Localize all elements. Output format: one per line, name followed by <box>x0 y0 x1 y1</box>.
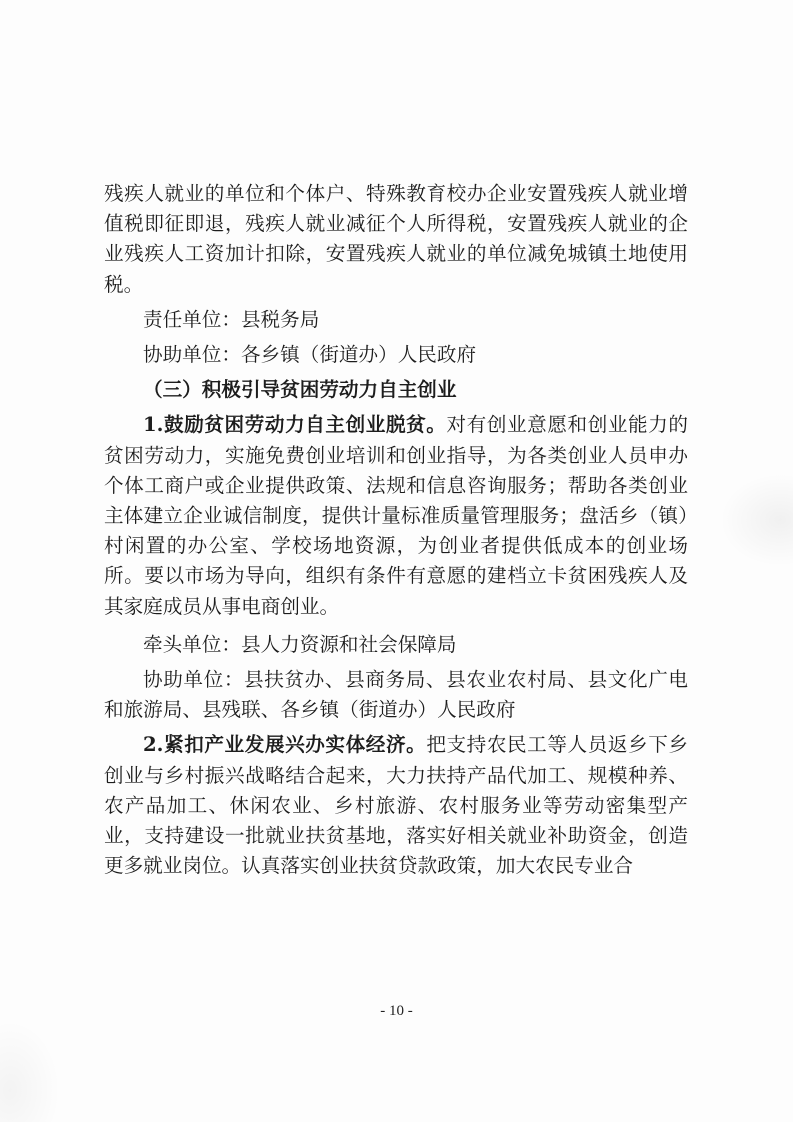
page-number: - 10 - <box>380 1003 413 1019</box>
item-2-text: 把支持农民工等人员返乡下乡创业与乡村振兴战略结合起来，大力扶持产品代加工、规模种养、农产品加工、休闲农业、乡村旅游、农村服务业等劳动密集型产业，支持建设一批就业扶贫基地，落实好相关就业补助资金，创造更多就业岗位。认真落实创业扶贫贷款政策，加大农民专业合 <box>104 733 688 878</box>
item-2-paragraph <box>104 730 688 881</box>
assist-units: 协助单位：县扶贫办、县商务局、县农业农村局、县文化广电和旅游局、县残联、各乡镇（街道办）人民政府 <box>104 668 688 722</box>
document-body <box>104 179 688 881</box>
section-heading: （三）积极引导贫困劳动力自主创业 <box>143 378 457 402</box>
item-1-paragraph <box>104 410 688 621</box>
paragraph-tax-policies: 残疾人就业的单位和个体户、特殊教育校办企业安置残疾人就业增值税即征即退，残疾人就业减征个人所得税，安置残疾人就业的企业残疾人工资加计扣除，安置残疾人就业的单位减免城镇土地使用税。 <box>104 182 688 296</box>
item-2-heading: 2.紧扣产业发展兴办实体经济。 <box>143 733 427 757</box>
item-1-heading: 1.鼓励贫困劳动力自主创业脱贫。 <box>143 413 447 437</box>
item-1-text: 对有创业意愿和创业能力的贫困劳动力，实施免费创业培训和创业指导，为各类创业人员申办个体工商户或企业提供政策、法规和信息咨询服务；帮助各类创业主体建立企业诚信制度，提供计量标准质量管理服务；盘活乡（镇）村闲置的办公室、学校场地资源，为创业者提供低成本的创业场所。要以市场为导向，组织有条件有意愿的建档立卡贫困残疾人及其家庭成员从事电商创业。 <box>104 413 688 618</box>
lead-unit: 牵头单位：县人力资源和社会保障局 <box>143 632 457 656</box>
assisting-unit: 协助单位：各乡镇（街道办）人民政府 <box>143 343 477 367</box>
responsible-unit: 责任单位：县税务局 <box>143 307 320 331</box>
